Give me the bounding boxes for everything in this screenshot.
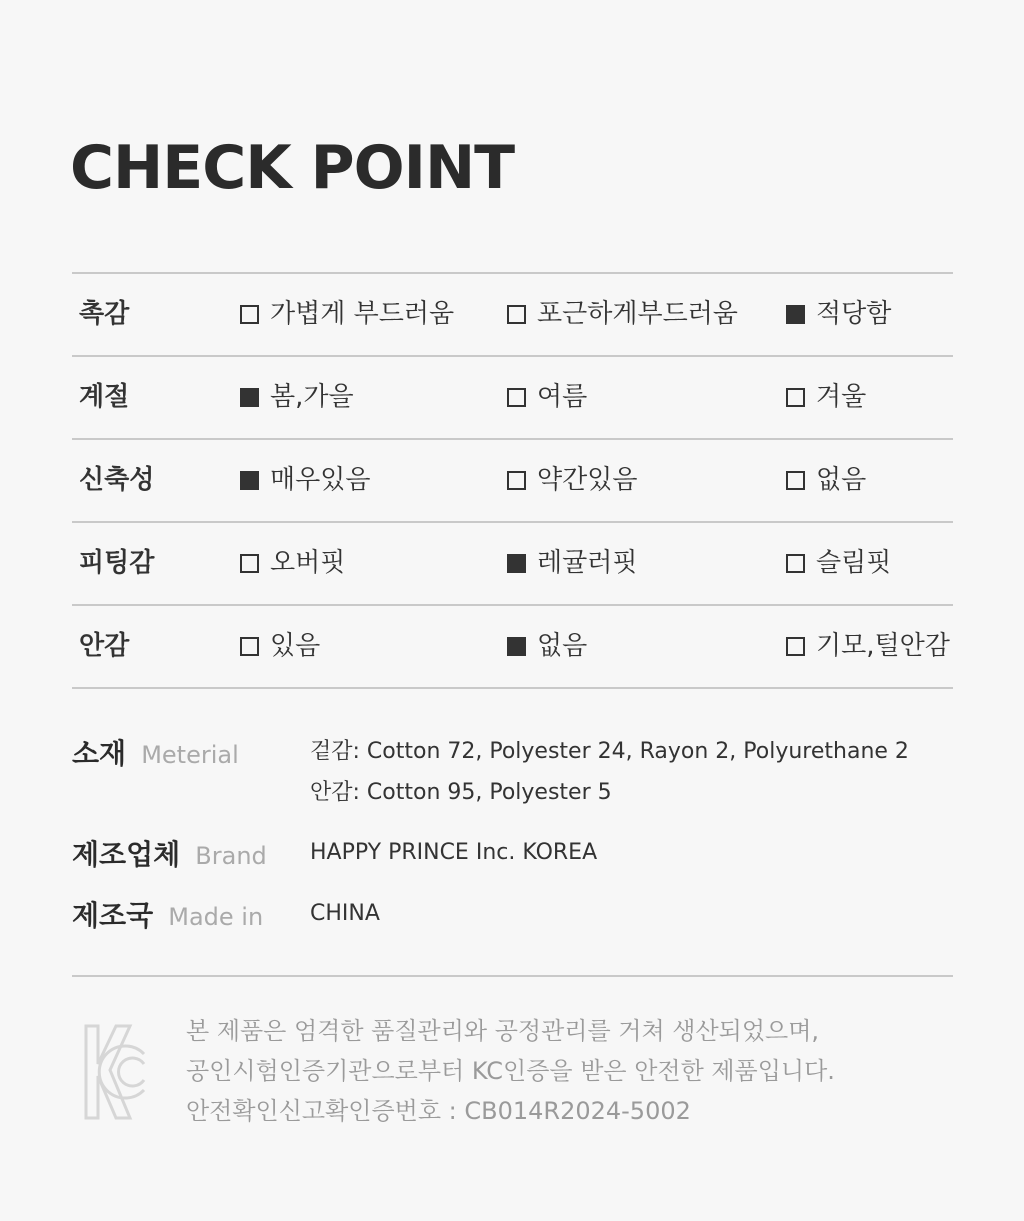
info-key-english: Brand	[195, 842, 267, 870]
empty-box-icon	[786, 388, 805, 407]
option	[240, 357, 354, 438]
check-row-stretch	[72, 440, 953, 523]
info-key-korean: 제조국	[72, 899, 154, 932]
option	[786, 523, 891, 604]
info-key	[72, 833, 267, 873]
info-key-korean: 제조업체	[72, 838, 181, 871]
empty-box-icon	[240, 637, 259, 656]
option	[240, 440, 370, 521]
info-value-lining: 안감: Cotton 95, Polyester 5	[310, 780, 612, 805]
certification-line: 공인시험인증기관으로부터 KC인증을 받은 안전한 제품입니다.	[186, 1057, 835, 1085]
option	[240, 523, 345, 604]
option	[507, 274, 738, 355]
checked-box-icon	[507, 554, 526, 573]
check-row-lining	[72, 606, 953, 689]
option	[786, 274, 891, 355]
option-label: 포근하게부드러움	[537, 299, 738, 329]
option	[507, 357, 587, 438]
section-divider	[72, 975, 953, 977]
empty-box-icon	[240, 305, 259, 324]
option-label: 가볍게 부드러움	[270, 299, 455, 329]
certification-number: 안전확인신고확인증번호 : CB014R2024-5002	[186, 1097, 691, 1125]
empty-box-icon	[507, 388, 526, 407]
certification-line: 본 제품은 엄격한 품질관리와 공정관리를 거쳐 생산되었으며,	[186, 1017, 820, 1045]
info-key	[72, 894, 263, 934]
option-label: 기모,털안감	[816, 631, 950, 661]
option-label: 여름	[537, 382, 588, 412]
option-label: 약간있음	[537, 465, 638, 495]
check-row-touch	[72, 274, 953, 357]
option-label: 매우있음	[270, 465, 371, 495]
certification-text	[186, 1011, 835, 1131]
option	[507, 606, 587, 687]
check-point-table	[72, 272, 953, 689]
empty-box-icon	[240, 554, 259, 573]
info-value: HAPPY PRINCE Inc. KOREA	[310, 840, 598, 865]
info-value: CHINA	[310, 901, 380, 926]
info-key-english: Made in	[168, 903, 264, 931]
row-label: 피팅감	[79, 548, 155, 578]
empty-box-icon	[786, 554, 805, 573]
option-label: 봄,가을	[270, 382, 354, 412]
empty-box-icon	[786, 637, 805, 656]
check-row-fit	[72, 523, 953, 606]
option-label: 슬림핏	[816, 548, 892, 578]
option	[507, 523, 637, 604]
page-title: CHECK POINT	[70, 133, 515, 203]
info-key	[72, 732, 239, 772]
option	[786, 606, 950, 687]
checked-box-icon	[240, 388, 259, 407]
checked-box-icon	[507, 637, 526, 656]
empty-box-icon	[507, 471, 526, 490]
check-row-season	[72, 357, 953, 440]
info-key-english: Meterial	[141, 741, 239, 769]
option-label: 있음	[270, 631, 321, 661]
option-label: 없음	[537, 631, 588, 661]
option	[240, 274, 454, 355]
option-label: 겨울	[816, 382, 867, 412]
info-value-outer: 겉감: Cotton 72, Polyester 24, Rayon 2, Polyurethane 2	[310, 739, 909, 764]
row-label: 촉감	[79, 299, 130, 329]
option	[240, 606, 320, 687]
checked-box-icon	[786, 305, 805, 324]
row-label: 계절	[79, 382, 130, 412]
info-key-korean: 소재	[72, 737, 127, 770]
empty-box-icon	[507, 305, 526, 324]
option-label: 오버핏	[270, 548, 346, 578]
kc-certification-logo-icon	[84, 1024, 146, 1120]
option	[786, 357, 866, 438]
option-label: 레귤러핏	[537, 548, 638, 578]
option	[786, 440, 866, 521]
option-label: 적당함	[816, 299, 892, 329]
option	[507, 440, 637, 521]
row-label: 안감	[79, 631, 130, 661]
option-label: 없음	[816, 465, 867, 495]
checked-box-icon	[240, 471, 259, 490]
empty-box-icon	[786, 471, 805, 490]
row-label: 신축성	[79, 465, 155, 495]
